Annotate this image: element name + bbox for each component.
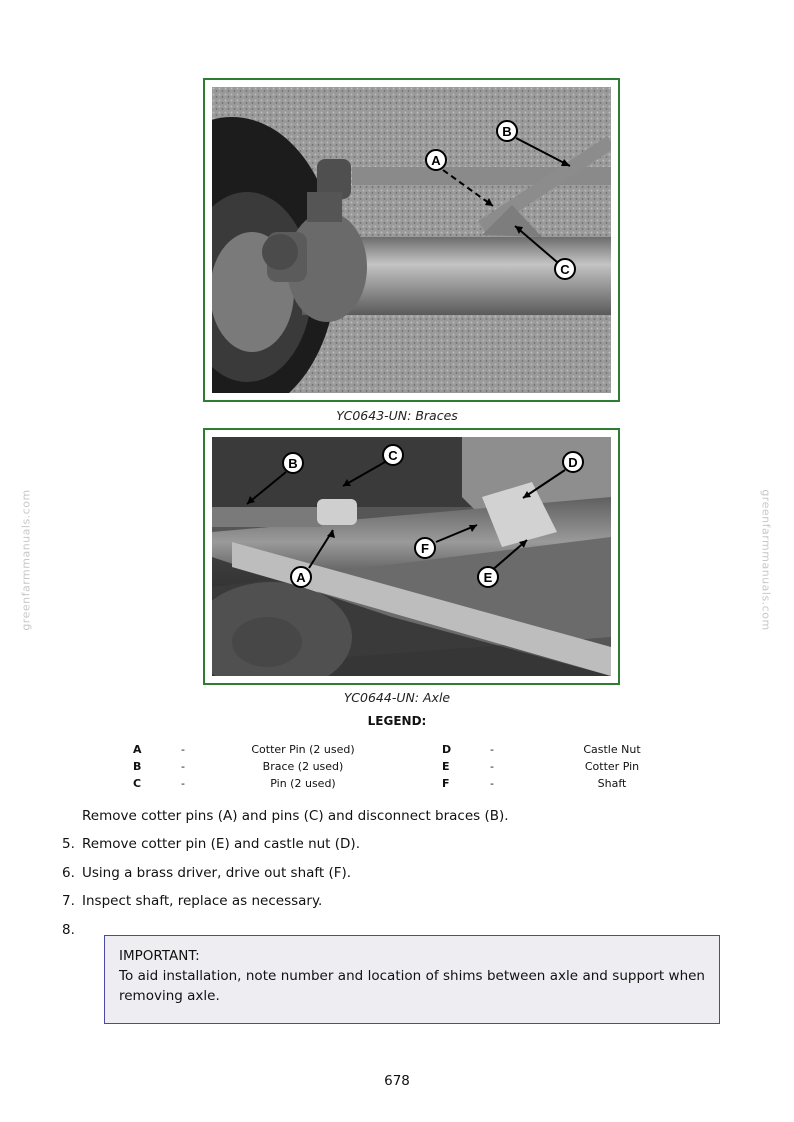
legend-letter: B xyxy=(133,760,142,773)
step-text: Remove cotter pin (E) and castle nut (D). xyxy=(82,836,360,852)
leader-d xyxy=(523,470,565,498)
figure-axle xyxy=(203,428,620,685)
step-number: 8. xyxy=(62,922,75,938)
step-text: Remove cotter pins (A) and pins (C) and disconnect braces (B). xyxy=(82,808,509,824)
legend-row xyxy=(0,742,794,757)
step-item xyxy=(62,922,82,938)
step-item xyxy=(62,836,360,852)
callout-c2 xyxy=(383,445,403,465)
leader-a xyxy=(443,170,493,206)
svg-text:B: B xyxy=(502,124,512,139)
callout-b xyxy=(497,121,517,141)
legend-dash: - xyxy=(181,777,185,790)
legend-letter: D xyxy=(442,743,452,756)
leader-b xyxy=(516,138,570,166)
callout-a xyxy=(426,150,446,170)
callout-c xyxy=(555,259,575,279)
step-number: 6. xyxy=(62,865,75,881)
important-note xyxy=(104,935,720,1024)
legend-desc: Cotter Pin (2 used) xyxy=(251,743,355,756)
caption-axle: YC0644-UN: Axle xyxy=(343,690,451,705)
page-number: 678 xyxy=(384,1073,410,1089)
legend-letter: A xyxy=(133,743,142,756)
svg-text:C: C xyxy=(388,448,398,463)
legend-dash: - xyxy=(181,760,185,773)
important-title: IMPORTANT: xyxy=(119,948,200,964)
leader-b2 xyxy=(247,472,286,504)
important-body: To aid installation, note number and location of shims between axle and support when removing axle. xyxy=(119,968,705,1004)
legend-dash: - xyxy=(181,743,185,756)
callout-e xyxy=(478,567,498,587)
legend-dash: - xyxy=(490,760,494,773)
legend-dash: - xyxy=(490,743,494,756)
watermark-left: greenfarmmanuals.com xyxy=(19,489,33,631)
caption-braces: YC0643-UN: Braces xyxy=(336,408,458,423)
step-item xyxy=(62,808,509,824)
svg-text:D: D xyxy=(568,455,578,470)
callout-f xyxy=(415,538,435,558)
callout-d xyxy=(563,452,583,472)
legend-desc: Castle Nut xyxy=(583,743,641,756)
svg-text:A: A xyxy=(296,570,306,585)
svg-text:A: A xyxy=(431,153,441,168)
step-item xyxy=(62,893,322,909)
legend-letter: E xyxy=(442,760,450,773)
legend-desc: Pin (2 used) xyxy=(270,777,336,790)
legend-row xyxy=(0,776,794,791)
step-text: Inspect shaft, replace as necessary. xyxy=(82,893,323,909)
callout-a2 xyxy=(291,567,311,587)
leader-c xyxy=(515,226,557,262)
step-number: 5. xyxy=(62,836,75,852)
svg-text:E: E xyxy=(483,570,493,585)
legend-desc: Cotter Pin xyxy=(584,760,640,773)
legend-row xyxy=(0,759,794,774)
step-text: Using a brass driver, drive out shaft (F). xyxy=(82,865,352,881)
svg-text:B: B xyxy=(288,456,298,471)
legend-desc: Shaft xyxy=(597,777,627,790)
callouts-axle xyxy=(205,430,618,683)
callouts-braces xyxy=(205,80,618,400)
legend-desc: Brace (2 used) xyxy=(262,760,344,773)
legend-title: LEGEND: xyxy=(367,714,427,728)
leader-c2 xyxy=(343,462,385,486)
step-number: 7. xyxy=(62,893,75,909)
callout-b2 xyxy=(283,453,303,473)
svg-text:C: C xyxy=(560,262,570,277)
watermark-right: greenfarmmanuals.com xyxy=(759,489,773,631)
legend-letter: F xyxy=(442,777,450,790)
svg-text:F: F xyxy=(421,541,429,556)
figure-braces xyxy=(203,78,620,402)
legend-dash: - xyxy=(490,777,494,790)
step-item xyxy=(62,865,351,881)
legend-letter: C xyxy=(133,777,142,790)
